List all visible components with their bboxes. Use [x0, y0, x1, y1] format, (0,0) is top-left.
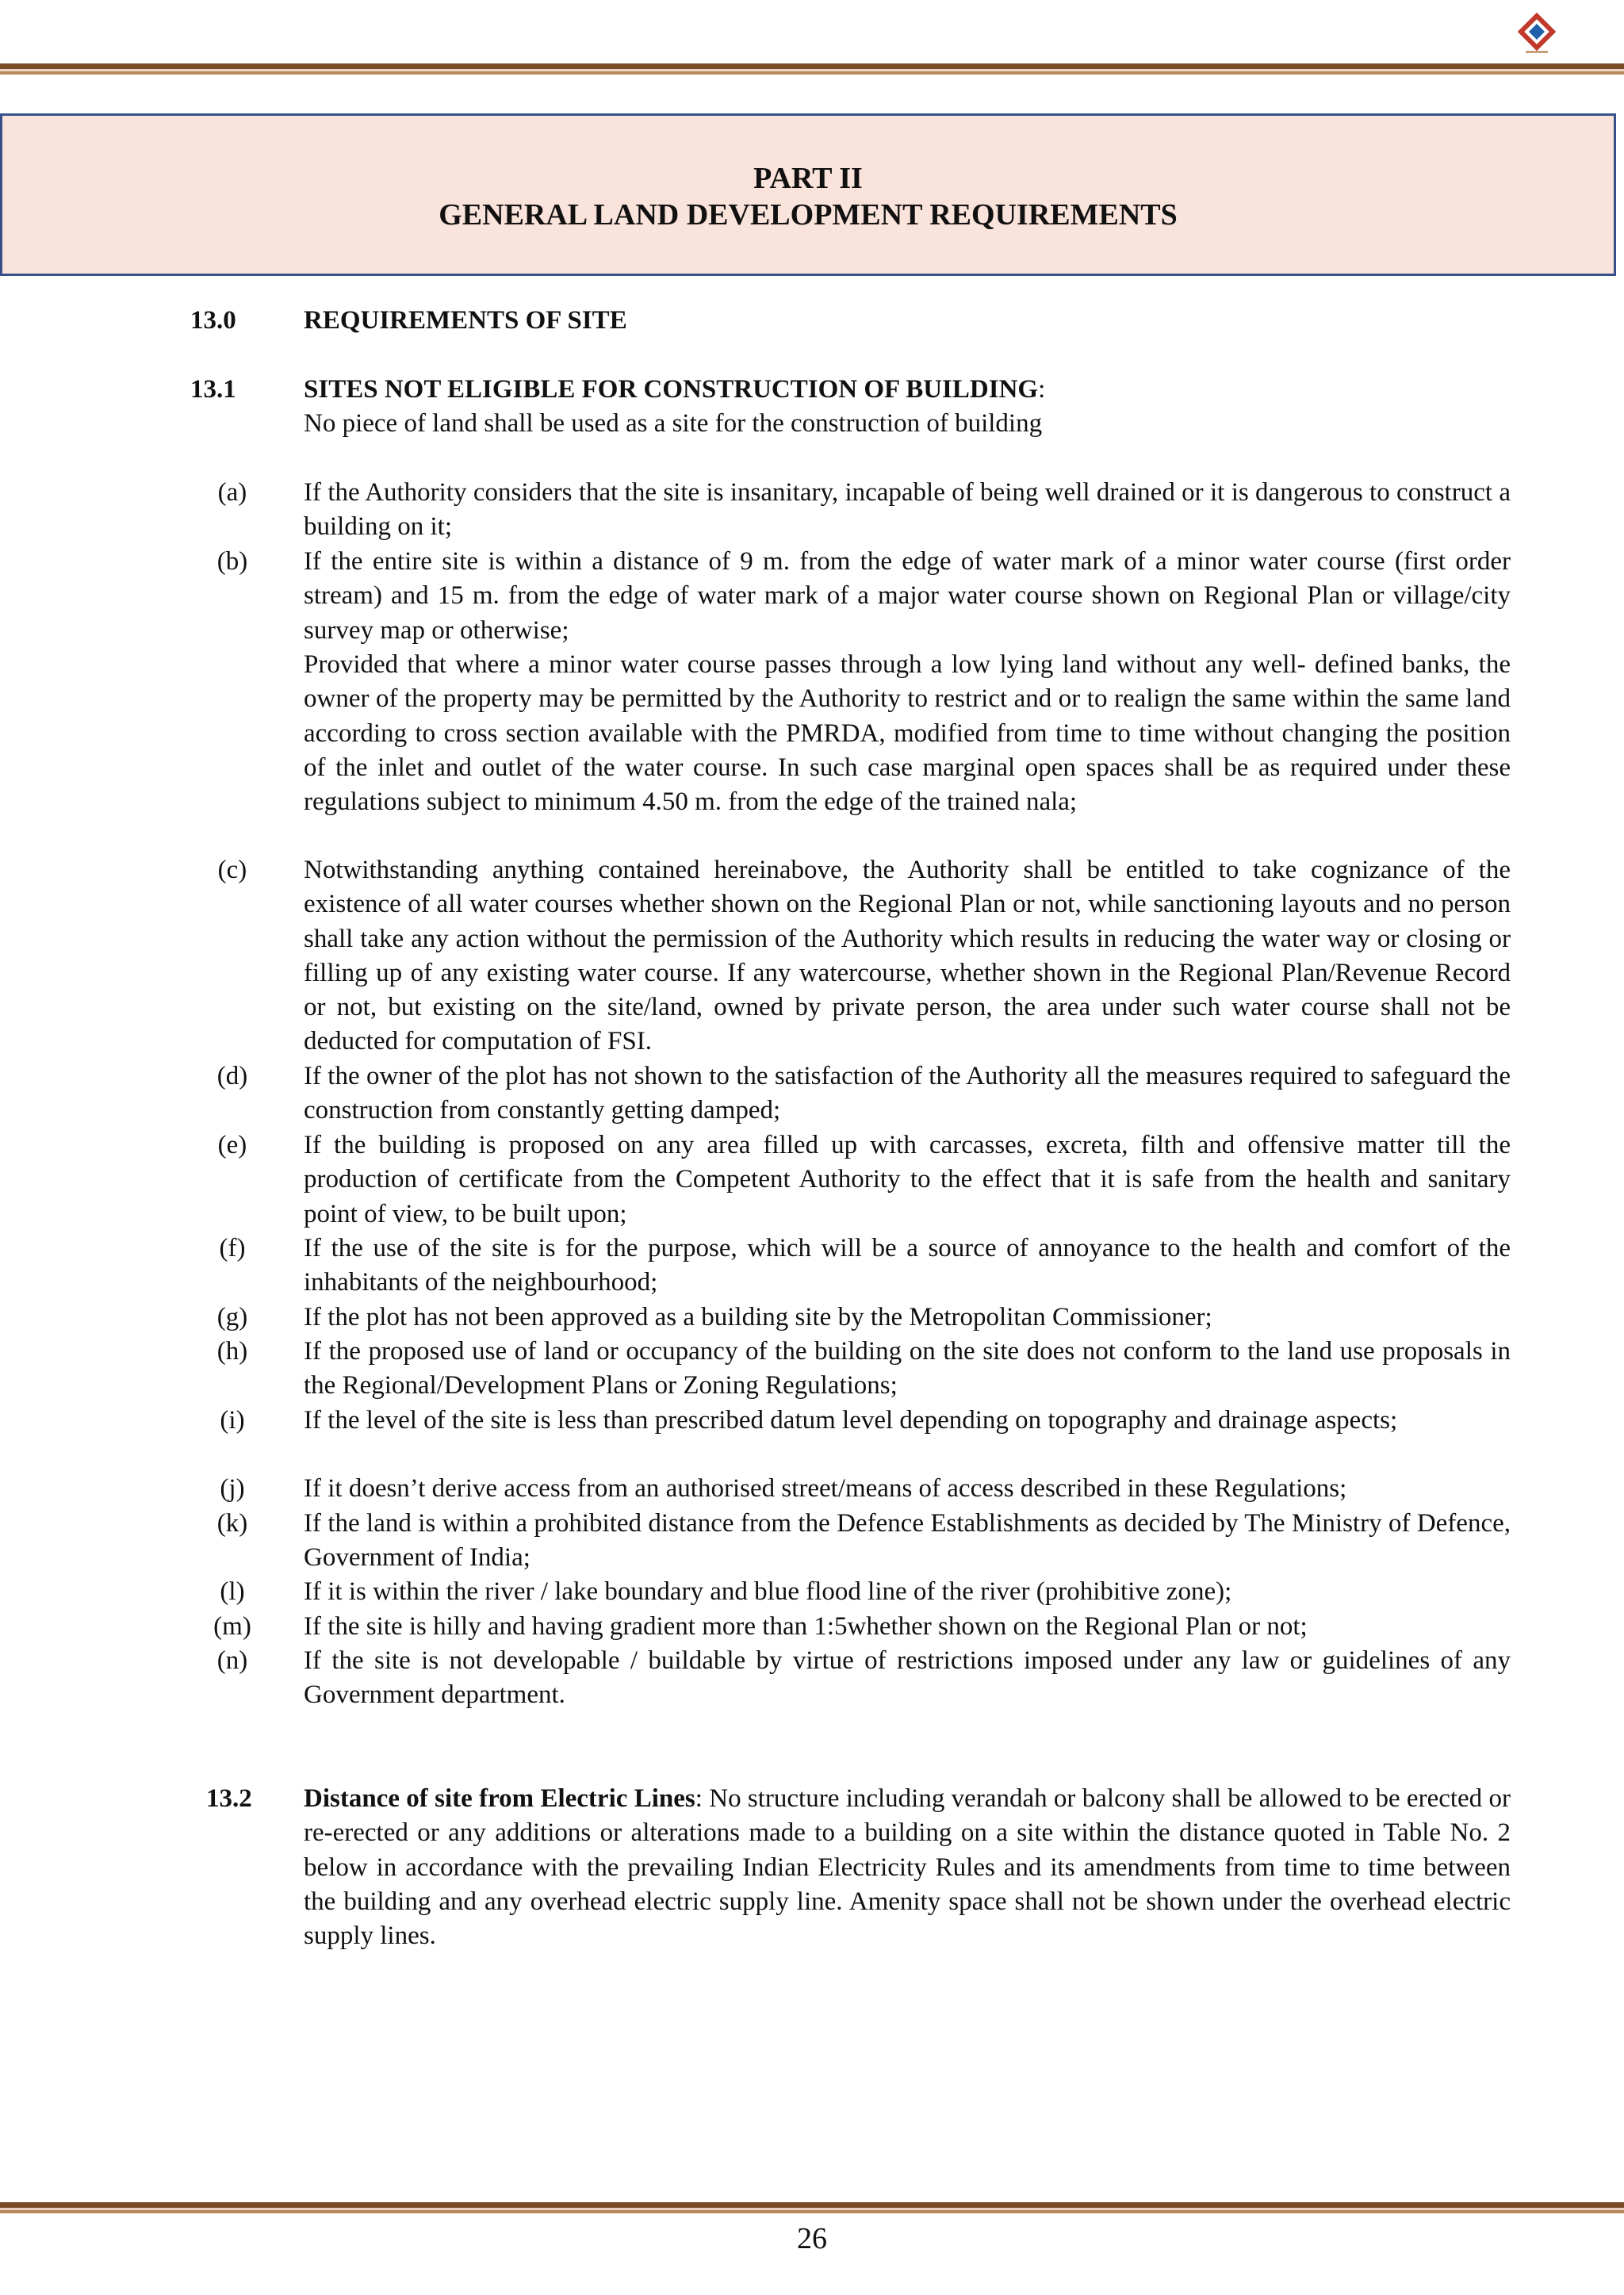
- item-m-text: If the site is hilly and having gradient more than 1:5whether shown on the Regional Plan or not;: [304, 1612, 1308, 1641]
- item-d-mark: (d): [216, 1062, 248, 1090]
- section-13-2-paragraph: [304, 1782, 1511, 1953]
- item-g-text: If the plot has not been approved as a building site by the Metropolitan Commissioner;: [304, 1303, 1212, 1331]
- section-13-2-heading: Distance of site from Electric Lines: [304, 1784, 695, 1813]
- item-m-mark: (m): [213, 1612, 251, 1641]
- item-i-mark: (i): [220, 1406, 245, 1435]
- item-n-text: If the site is not developable / buildable by virtue of restrictions imposed under any law or guidelines of any Government department.: [304, 1646, 1511, 1710]
- item-h-text: If the proposed use of land or occupancy of the building on the site does not conform to the land use proposals in the Regional/Development Plans or Zoning Regulations;: [304, 1337, 1511, 1400]
- section-13-2-number: 13.2: [206, 1784, 252, 1813]
- item-b-text: If the entire site is within a distance of 9 m. from the edge of water mark of a minor water course (first order stream) and 15 m. from the edge of water mark of a major water course shown on Regional Plan or village/city survey map or otherwise;: [304, 547, 1511, 645]
- item-j-text: If it doesn’t derive access from an authorised street/means of access described in these Regulations;: [304, 1474, 1347, 1503]
- item-g-mark: (g): [216, 1303, 248, 1331]
- header-rule: [0, 63, 1624, 75]
- item-f-text: If the use of the site is for the purpose, which will be a source of annoyance to the health and comfort of the inhabitants of the neighbourhood;: [304, 1234, 1511, 1297]
- section-13-1-heading-line: [304, 373, 1045, 407]
- part-heading: GENERAL LAND DEVELOPMENT REQUIREMENTS: [439, 198, 1178, 232]
- part-label: PART II: [753, 162, 863, 195]
- item-h-mark: (h): [216, 1337, 248, 1366]
- section-13-1-colon: :: [1038, 375, 1046, 404]
- item-e-text: If the building is proposed on any area filled up with carcasses, excreta, filth and offensive matter till the production of certificate from the Competent Authority to the effect that it is safe from the health and sanitary point of view, to be built upon;: [304, 1131, 1511, 1228]
- page-number: 26: [797, 2222, 827, 2255]
- item-b-proviso: Provided that where a minor water course passes through a low lying land without any well- defined banks, the owner of the property may be permitted by the Authority to restrict and or to realign the same within the same land according to cross section available with the PMRDA, modified from time to time without changing the position of the inlet and outlet of the water course. In such case marginal open spaces shall be as required under these regulations subject to minimum 4.50 m. from the edge of the trained nala;: [304, 650, 1511, 817]
- item-j-mark: (j): [220, 1474, 245, 1503]
- item-c-mark: (c): [217, 856, 247, 884]
- part-title-box: [0, 113, 1616, 276]
- pmrda-logo-icon: [1513, 11, 1561, 59]
- item-k-mark: (k): [216, 1509, 248, 1538]
- item-k-text: If the land is within a prohibited distance from the Defence Establishments as decided by The Ministry of Defence, Government of India;: [304, 1509, 1511, 1573]
- item-i-text: If the level of the site is less than prescribed datum level depending on topography and drainage aspects;: [304, 1406, 1398, 1435]
- item-n-mark: (n): [216, 1646, 248, 1675]
- item-a-mark: (a): [217, 478, 247, 507]
- item-b-mark: (b): [216, 547, 248, 576]
- item-e-mark: (e): [217, 1131, 247, 1159]
- item-f-mark: (f): [219, 1234, 246, 1262]
- item-l-mark: (l): [220, 1577, 245, 1606]
- footer-rule: [0, 2202, 1624, 2213]
- section-13-0-number: 13.0: [190, 306, 236, 335]
- section-13-2-text: : No structure including verandah or balcony shall be allowed to be erected or re-erected or any additions or alterations made to a building on a site within the distance quoted in Table No. 2 below in accordance with the prevailing Indian Electricity Rules and its amendments from time to time between the building and any overhead electric supply line. Amenity space shall not be shown under the overhead electric supply lines.: [304, 1784, 1511, 1951]
- section-13-1-heading: SITES NOT ELIGIBLE FOR CONSTRUCTION OF BUILDING: [304, 375, 1039, 404]
- item-d-text: If the owner of the plot has not shown to the satisfaction of the Authority all the measures required to safeguard the construction from constantly getting damped;: [304, 1062, 1511, 1125]
- item-l-text: If it is within the river / lake boundary and blue flood line of the river (prohibitive zone);: [304, 1577, 1232, 1606]
- section-13-1-intro: No piece of land shall be used as a site for the construction of building: [304, 409, 1043, 438]
- section-13-0-heading: REQUIREMENTS OF SITE: [304, 306, 627, 335]
- item-c-text: Notwithstanding anything contained hereinabove, the Authority shall be entitled to take cognizance of the existence of all water courses whether shown on the Regional Plan or not, while sanctioning layouts and no person shall take any action without the permission of the Authority which results in reducing the water way or closing or filling up of any existing water course. If any watercourse, whether shown in the Regional Plan/Revenue Record or not, but existing on the site/land, owned by private person, the area under such water course shall not be deducted for computation of FSI.: [304, 856, 1511, 1056]
- item-a-text: If the Authority considers that the site is insanitary, incapable of being well drained or it is dangerous to construct a building on it;: [304, 478, 1511, 542]
- section-13-1-number: 13.1: [190, 375, 236, 404]
